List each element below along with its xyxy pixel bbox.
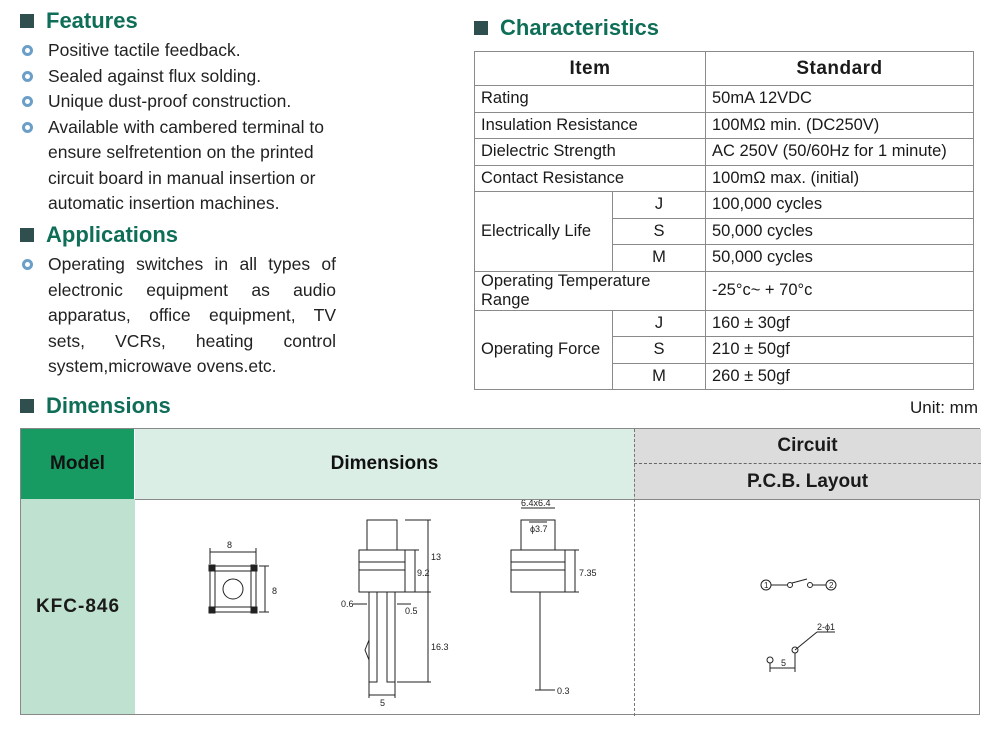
type-cell: M (613, 363, 706, 390)
table-row (475, 271, 974, 310)
table-row (475, 310, 974, 337)
circuit-drawing (635, 500, 979, 714)
row-value: 100mΩ max. (initial) (706, 165, 974, 192)
table-row (475, 165, 974, 192)
dim-label: 8 (272, 586, 278, 596)
list-item: Positive tactile feedback. (22, 38, 348, 64)
front-view-drawing (511, 508, 579, 690)
row-label: Operating Temperature Range (475, 271, 706, 310)
square-bullet-icon (20, 399, 34, 413)
list-item: Operating switches in all types of electronic equipment as audio apparatus, office equipment, TV sets, VCRs, heating control system,microwave ovens.etc. (22, 252, 336, 380)
pcb-label: 2-ϕ1 (817, 622, 836, 632)
circle-bullet-icon (22, 71, 33, 82)
dim-label: 0.6 (341, 599, 354, 609)
applications-title: Applications (46, 222, 179, 247)
dim-label: 6.4x6.4 (521, 500, 551, 508)
dim-label: 16.3 (431, 642, 449, 652)
dim-label: 5 (380, 698, 386, 708)
row-label: Electrically Life (475, 192, 613, 272)
type-cell: S (613, 218, 706, 245)
table-row (475, 192, 974, 219)
top-view-drawing (209, 548, 269, 613)
row-value: 100,000 cycles (706, 192, 974, 219)
type-cell: S (613, 337, 706, 364)
applications-list (22, 252, 336, 380)
circle-bullet-icon (22, 259, 33, 270)
dimensions-table (20, 428, 980, 715)
dim-label: 0.3 (557, 686, 570, 696)
column-header-pcb-layout: P.C.B. Layout (634, 464, 981, 499)
table-header-row (475, 52, 974, 86)
square-bullet-icon (20, 228, 34, 242)
type-cell: J (613, 192, 706, 219)
table-row (475, 86, 974, 113)
list-item: Unique dust-proof construction. (22, 89, 348, 115)
circuit-label: 2 (829, 581, 834, 590)
row-value: AC 250V (50/60Hz for 1 minute) (706, 139, 974, 166)
table-row (475, 139, 974, 166)
dimensions-heading (20, 393, 171, 419)
circle-bullet-icon (22, 45, 33, 56)
column-header-model: Model (21, 429, 135, 499)
unit-label: Unit: mm (910, 398, 978, 417)
model-value: KFC-846 (21, 499, 135, 714)
dim-label: 0.5 (405, 606, 418, 616)
row-value: -25°c~ + 70°c (706, 271, 974, 310)
column-header-item: Item (475, 52, 706, 86)
features-title: Features (46, 8, 138, 33)
column-header-circuit: Circuit (634, 429, 981, 464)
square-bullet-icon (20, 14, 34, 28)
dim-label: ϕ3.7 (530, 524, 548, 534)
type-cell: J (613, 310, 706, 337)
dim-label: 9.2 (417, 568, 430, 578)
type-cell: M (613, 245, 706, 272)
circle-bullet-icon (22, 96, 33, 107)
row-value: 50,000 cycles (706, 245, 974, 272)
row-value: 50,000 cycles (706, 218, 974, 245)
dimensions-title: Dimensions (46, 393, 171, 418)
features-heading (20, 8, 138, 34)
side-view-drawing (353, 520, 431, 698)
row-label: Dielectric Strength (475, 139, 706, 166)
row-value: 100MΩ min. (DC250V) (706, 112, 974, 139)
dim-label: 8 (227, 540, 233, 550)
characteristics-title: Characteristics (500, 15, 659, 40)
row-label: Operating Force (475, 310, 613, 390)
dimension-drawings (135, 500, 634, 714)
row-value: 260 ± 50gf (706, 363, 974, 390)
row-value: 50mA 12VDC (706, 86, 974, 113)
applications-heading (20, 222, 178, 248)
list-item: Available with cambered terminal to ensure selfretention on the printed circuit board in manual insertion or automatic insertion machines. (22, 115, 348, 217)
features-list (22, 38, 348, 217)
pcb-label: 5 (781, 658, 787, 668)
row-value: 210 ± 50gf (706, 337, 974, 364)
dim-label: 13 (431, 552, 442, 562)
list-item: Sealed against flux solding. (22, 64, 348, 90)
row-label: Insulation Resistance (475, 112, 706, 139)
characteristics-table (474, 51, 974, 390)
circuit-label: 1 (764, 581, 769, 590)
square-bullet-icon (474, 21, 488, 35)
circle-bullet-icon (22, 122, 33, 133)
row-value: 160 ± 30gf (706, 310, 974, 337)
row-label: Rating (475, 86, 706, 113)
characteristics-heading (474, 15, 659, 41)
column-header-standard: Standard (706, 52, 974, 86)
column-header-dimensions: Dimensions (135, 429, 634, 499)
dim-label: 7.35 (579, 568, 597, 578)
table-row (475, 112, 974, 139)
row-label: Contact Resistance (475, 165, 706, 192)
